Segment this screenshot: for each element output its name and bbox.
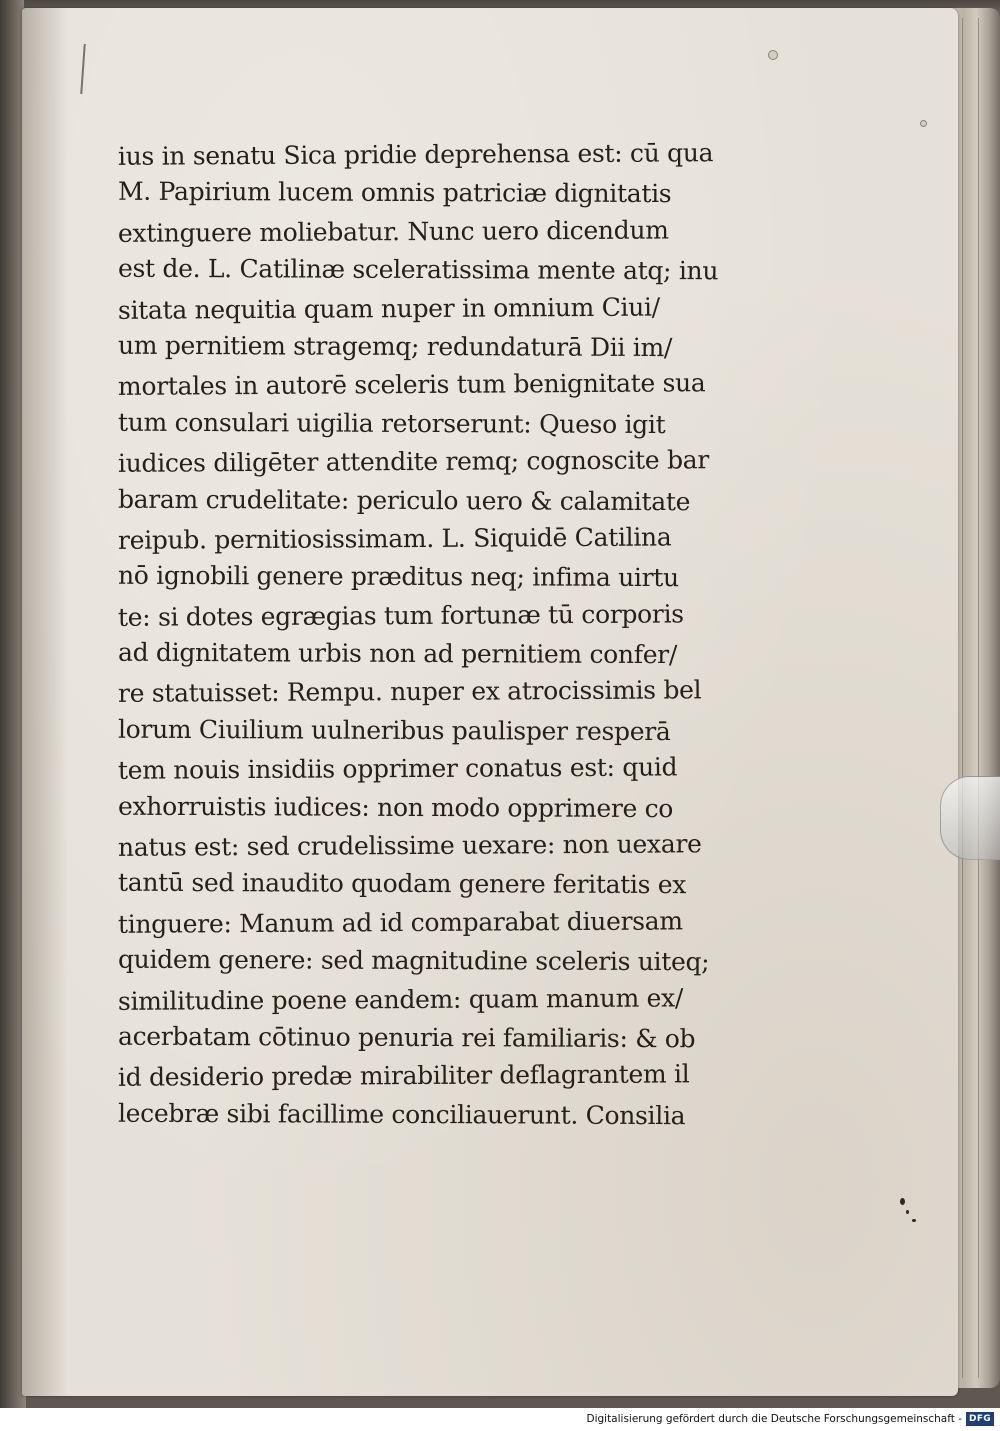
text-line: um pernitiem stragemq; redundaturā Dii im/ [117, 330, 673, 363]
wormhole-mark [768, 50, 778, 60]
text-line: ad dignitatem urbis non ad pernitiem confer/ [117, 637, 678, 670]
text-line: similitudine poene eandem: quam manum ex/ [117, 982, 684, 1016]
text-line: lorum Ciuilium uulneribus paulisper resperā [117, 714, 671, 746]
text-line: nō ignobili genere præditus neq; infima uirtu [117, 560, 679, 593]
text-line: re statuisset: Rempu. nuper ex atrocissimis bel [117, 675, 702, 709]
text-line: tantū sed inaudito quodam genere feritatis ex [117, 868, 687, 900]
text-line: iudices diligēter attendite remq; cognoscite bar [117, 445, 710, 478]
text-line: baram crudelitate: periculo uero & calamitate [117, 484, 691, 516]
footer-credit: Digitalisierung gefördert durch die Deutsche Forschungsgemeinschaft - [586, 1413, 962, 1425]
text-line: te: si dotes egrægias tum fortunæ tū corporis [117, 599, 684, 632]
text-line: exhorruistis iudices: non modo opprimere co [117, 791, 674, 823]
text-line: lecebræ sibi facillime conciliauerunt. Consilia [117, 1098, 686, 1130]
wormhole-mark [920, 120, 927, 127]
text-line: reipub. pernitiosissimam. L. Siquidē Catilina [117, 522, 672, 555]
margin-ink-mark [80, 44, 85, 94]
book-page [22, 8, 958, 1396]
page-clip [940, 776, 1000, 860]
text-line: tum consulari uigilia retorserunt: Queso igit [117, 407, 666, 439]
gutter-shadow [22, 8, 68, 1396]
printed-text-block [118, 136, 718, 1134]
text-line: natus est: sed crudelissime uexare: non uexare [117, 829, 702, 862]
ink-speck [912, 1219, 916, 1222]
ink-speck [906, 1210, 909, 1214]
text-line: mortales in autorē sceleris tum benignitate sua [117, 368, 706, 402]
text-line: sitata nequitia quam nuper in omnium Ciui/ [117, 292, 660, 325]
text-line: extinguere moliebatur. Nunc uero dicendum [117, 215, 669, 248]
ink-speck [900, 1198, 905, 1205]
text-line: ius in senatu Sica pridie deprehensa est: cū qua [117, 138, 714, 171]
text-line: est de. L. Catilinæ sceleratissima mente atq; inu [117, 253, 719, 286]
text-line: id desiderio predæ mirabiliter deflagrantem il [117, 1059, 690, 1093]
text-line: tem nouis insidiis opprimer conatus est: quid [117, 752, 678, 786]
text-line: acerbatam cōtinuo penuria rei familiaris: & ob [117, 1021, 696, 1054]
text-line: tinguere: Manum ad id comparabat diuersam [117, 906, 683, 939]
digitization-footer [0, 1408, 1000, 1431]
dfg-logo: DFG [966, 1412, 994, 1426]
text-line: M. Papirium lucem omnis patriciæ dignitatis [117, 177, 672, 209]
text-line: quidem genere: sed magnitudine sceleris uiteq; [117, 944, 710, 977]
